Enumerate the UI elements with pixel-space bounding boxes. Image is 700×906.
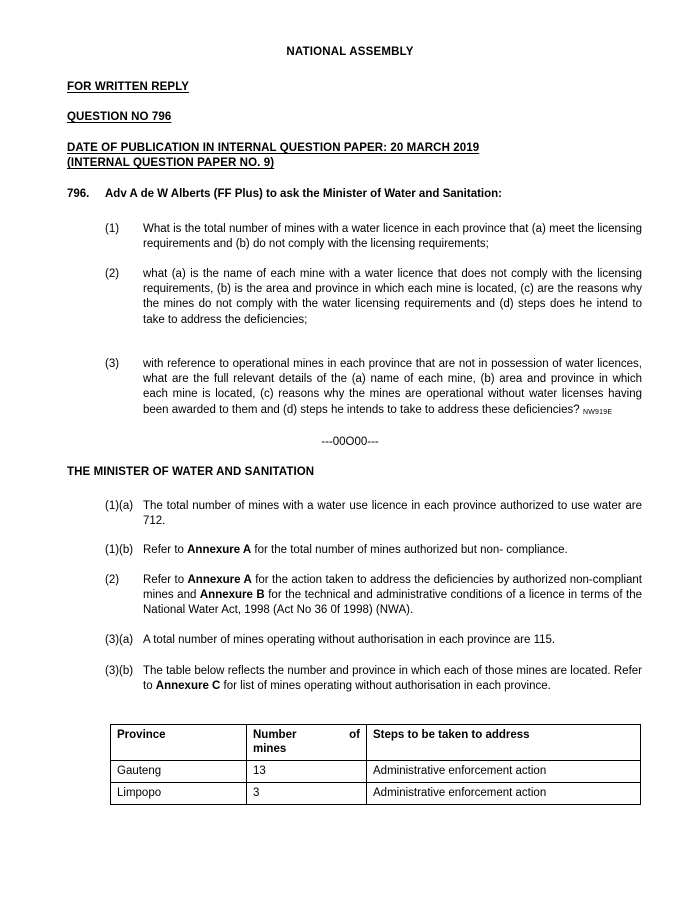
answer-label-3a: (3)(a) — [105, 634, 134, 646]
cell-number: 3 — [247, 783, 367, 805]
annexure-a-ref: Annexure A — [187, 544, 252, 556]
column-header-number-of-mines: Number of mines — [247, 725, 367, 761]
asker-line — [67, 188, 642, 200]
answer-item-1a — [105, 499, 642, 529]
table-row — [111, 761, 641, 783]
publication-date-line: DATE OF PUBLICATION IN INTERNAL QUESTION PAPER: 20 MARCH 2019 — [67, 142, 480, 154]
question-text-2: what (a) is the name of each mine with a water licence that does not comply with the licensing requirements, (b) is the area and province in which each mine is located, (c) are the reasons why the mines do not comply with the water licensing requirements and (d) steps does he intend to take to address the deficiencies; — [143, 268, 642, 326]
question-label-1: (1) — [105, 223, 120, 235]
table-header-row — [111, 725, 641, 761]
answer-item-1b — [105, 543, 642, 558]
answer-item-3a — [105, 633, 642, 648]
answer-text-3b: The table below reflects the number and province in which each of those mines are located. Refer to Annexure C for list of mines operating without authorisation in each province. — [143, 665, 642, 693]
answer-label-2: (2) — [105, 574, 120, 586]
answer-label-1b: (1)(b) — [105, 544, 134, 556]
reference-code: NW919E — [583, 409, 613, 416]
question-item-1 — [105, 222, 642, 252]
question-text-1: What is the total number of mines with a water licence in each province that (a) meet the licensing requirements and (b) do not comply with the licensing requirements; — [143, 223, 642, 251]
asker-number: 796. — [67, 188, 90, 200]
mines-table — [110, 724, 641, 805]
annexure-a-ref: Annexure A — [187, 574, 252, 586]
reply-type-label: FOR WRITTEN REPLY — [67, 81, 190, 93]
internal-paper-line: (INTERNAL QUESTION PAPER NO. 9) — [67, 157, 275, 169]
answer-item-3b — [105, 664, 642, 694]
cell-province: Gauteng — [111, 761, 247, 783]
column-header-province: Province — [111, 725, 247, 761]
answer-text-1a: The total number of mines with a water use licence in each province authorized to use water are 712. — [143, 500, 642, 528]
cell-number: 13 — [247, 761, 367, 783]
annexure-c-ref: Annexure C — [155, 680, 221, 693]
cell-province: Limpopo — [111, 783, 247, 805]
answer-text-2: Refer to Annexure A for the action taken to address the deficiencies by authorized non-compliant mines and Annexure B for the technical and administrative conditions of a licence in terms of the National Water Act, 1998 (Act No 36 0f 1998) (NWA). — [143, 574, 643, 617]
answer-label-3b: (3)(b) — [105, 665, 134, 677]
page-title: NATIONAL ASSEMBLY — [286, 46, 414, 58]
question-item-2 — [105, 267, 642, 328]
question-item-3 — [105, 357, 642, 418]
answer-label-1a: (1)(a) — [105, 500, 134, 512]
answer-item-2 — [105, 573, 642, 619]
cell-steps: Administrative enforcement action — [367, 783, 641, 805]
answer-text-3a: A total number of mines operating without authorisation in each province are 115. — [143, 634, 556, 646]
question-text-3: with reference to operational mines in each province that are not in possession of water licences, what are the full relevant details of the (a) name of each mine, (b) area and province in which each mine is located, (c) reasons why the mines are operational without water licenses having been awarded to them and (d) steps he intends to take to address these deficiencies? — [143, 358, 642, 416]
column-header-steps: Steps to be taken to address — [367, 725, 641, 761]
answer-text-1b: Refer to Annexure A for the total number of mines authorized but non- compliance. — [143, 544, 568, 556]
cell-steps: Administrative enforcement action — [367, 761, 641, 783]
publication-info — [67, 141, 479, 171]
table-row — [111, 783, 641, 805]
question-number-label: QUESTION NO 796 — [67, 111, 172, 123]
question-number-heading — [67, 111, 171, 123]
section-separator: ---00O00--- — [321, 436, 379, 448]
asker-text: Adv A de W Alberts (FF Plus) to ask the Minister of Water and Sanitation: — [105, 188, 502, 200]
reply-type-heading — [67, 81, 189, 93]
annexure-b-ref: Annexure B — [199, 589, 265, 602]
question-label-3: (3) — [105, 358, 120, 370]
minister-heading: THE MINISTER OF WATER AND SANITATION — [67, 466, 315, 478]
question-label-2: (2) — [105, 268, 120, 280]
